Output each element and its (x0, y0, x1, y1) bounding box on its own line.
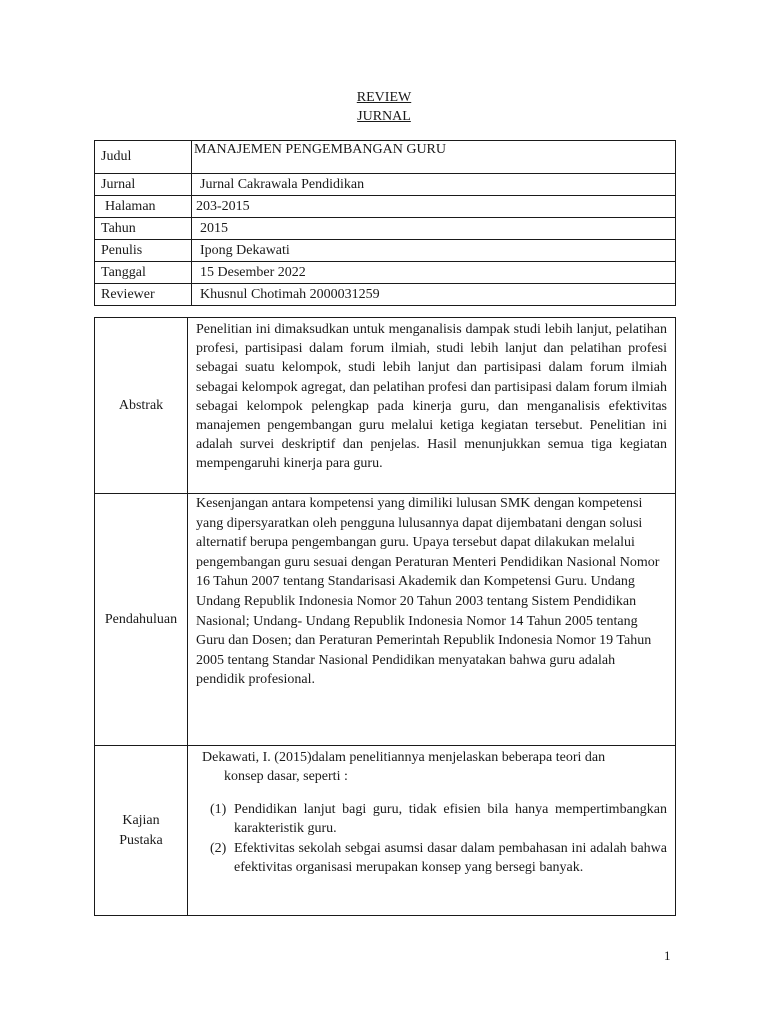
meta-key: Reviewer (95, 284, 192, 306)
page-number: 1 (664, 948, 671, 963)
abstrak-cell (188, 318, 676, 494)
kajian-cell (188, 746, 676, 916)
meta-value: Khusnul Chotimah 2000031259 (192, 284, 676, 306)
meta-row-halaman (95, 196, 676, 218)
meta-row-judul (95, 141, 676, 174)
pendahuluan-cell (188, 494, 676, 746)
section-label (95, 746, 188, 916)
list-text: Pendidikan lanjut bagi guru, tidak efisien bila hanya mempertimbangkan karakteristik guru. (234, 802, 667, 837)
meta-row-penulis (95, 240, 676, 262)
meta-row-tahun (95, 218, 676, 240)
list-item (196, 839, 667, 878)
kajian-label-line1: Kajian (122, 812, 160, 828)
jurnal-title: JURNAL (357, 109, 411, 124)
section-label: Pendahuluan (95, 494, 188, 746)
metadata-table (94, 140, 676, 306)
section-abstrak (95, 318, 676, 494)
meta-value: Ipong Dekawati (192, 240, 676, 262)
kajian-list (196, 800, 667, 878)
meta-row-tanggal (95, 262, 676, 284)
list-item (196, 800, 667, 839)
meta-value: 2015 (192, 218, 676, 240)
meta-key: Tahun (95, 218, 192, 240)
meta-key: Halaman (95, 196, 192, 218)
review-title: REVIEW (356, 90, 412, 105)
kajian-intro-line2: konsep dasar, seperti : (224, 769, 348, 784)
abstrak-text: Penelitian ini dimaksudkan untuk menganalisis dampak studi lebih lanjut, pelatihan profesi, partisipasi dalam forum ilmiah, studi lebih lanjut dan pelatihan profesi sebagai suatu kelompok, studi lebih lanjut dan partisipasi dalam forum ilmiah sebagai kelompok agregat, dan pelatihan profesi dan partisipasi dalam forum ilmiah sebagai kelompok pelengkap pada kinerja guru, dan menganalisis efektivitas manajemen pengembangan guru melalui ketiga kegiatan tersebut. Penelitian ini adalah survei deskriptif dan penjelas. Hasil menunjukkan semua tiga kegiatan mempengaruhi kinerja para guru. (196, 322, 667, 472)
section-kajian-pustaka (95, 746, 676, 916)
section-label: Abstrak (95, 318, 188, 494)
kajian-label-line2: Pustaka (119, 832, 163, 848)
meta-key: Penulis (95, 240, 192, 262)
meta-key: Tanggal (95, 262, 192, 284)
pendahuluan-text: Kesenjangan antara kompetensi yang dimiliki lulusan SMK dengan kompetensi yang dipersyaratkan oleh pengguna lulusannya dapat dijembatani dengan solusi alternatif berupa pengembangan guru. Upaya tersebut dapat dilakukan melalui pengembangan guru sesuai dengan Peraturan Menteri Pendidikan Nasional Nomor 16 Tahun 2007 tentang Standarisasi Akademik dan Kompetensi Guru. Undang Undang Republik Indonesia Nomor 20 Tahun 2003 tentang Sistem Pendidikan Nasional; Undang- Undang Republik Indonesia Nomor 14 Tahun 2005 tentang Guru dan Dosen; dan Peraturan Pemerintah Republik Indonesia Nomor 19 Tahun 2005 tentang Standar Nasional Pendidikan menyatakan bahwa guru adalah pendidik profesional. (196, 496, 660, 688)
kajian-intro-line1: Dekawati, I. (2015)dalam penelitiannya menjelaskan beberapa teori dan (202, 750, 606, 765)
meta-value: 203-2015 (192, 196, 676, 218)
meta-key: Jurnal (95, 174, 192, 196)
meta-row-jurnal (95, 174, 676, 196)
meta-value: MANAJEMEN PENGEMBANGAN GURU (192, 141, 676, 174)
meta-value: Jurnal Cakrawala Pendidikan (192, 174, 676, 196)
list-number: (1) (210, 802, 227, 817)
meta-key: Judul (95, 141, 192, 174)
meta-row-reviewer (95, 284, 676, 306)
kajian-intro (196, 748, 667, 786)
meta-value: 15 Desember 2022 (192, 262, 676, 284)
section-pendahuluan (95, 494, 676, 746)
list-text: Efektivitas sekolah sebgai asumsi dasar dalam pembahasan ini adalah bahwa efektivitas organisasi merupakan konsep yang bersegi banyak. (234, 840, 667, 876)
review-content-table (94, 317, 676, 916)
list-number: (2) (210, 840, 227, 856)
